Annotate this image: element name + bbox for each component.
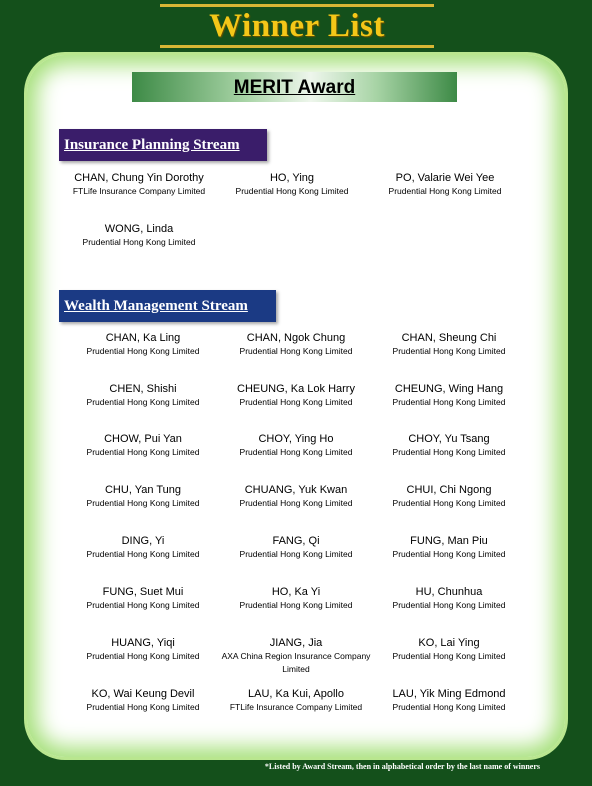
winner-entry [68,636,218,663]
winner-name: CHAN, Ka Ling [105,332,181,344]
winner-name: CHUI, Chi Ngong [406,484,492,496]
winner-company: Prudential Hong Kong Limited [392,600,506,610]
winner-name: CHEN, Shishi [109,383,177,395]
winner-name: CHOW, Pui Yan [104,433,182,445]
winner-entry [68,534,218,561]
winner-entry [221,687,371,714]
winner-name: CHEUNG, Ka Lok Harry [237,383,355,395]
winner-name: KO, Wai Keung Devil [91,688,195,700]
winner-name: PO, Valarie Wei Yee [395,172,495,184]
insurance-stream-header: Insurance Planning Stream [59,129,267,161]
winner-company: Prudential Hong Kong Limited [392,346,506,356]
winner-name: CHAN, Chung Yin Dorothy [74,172,204,184]
winner-company: Prudential Hong Kong Limited [86,600,200,610]
winner-company: Prudential Hong Kong Limited [82,237,196,247]
winner-entry [64,171,214,198]
winner-company: Prudential Hong Kong Limited [239,549,353,559]
winner-name: FUNG, Man Piu [410,535,488,547]
winner-name: WONG, Linda [104,223,174,235]
winner-company: Prudential Hong Kong Limited [392,397,506,407]
winner-name: FUNG, Suet Mui [102,586,184,598]
winner-company: Prudential Hong Kong Limited [86,447,200,457]
title-bar-bottom [160,45,434,48]
winner-name: HUANG, Yiqi [111,637,175,649]
winner-company: Prudential Hong Kong Limited [392,702,506,712]
page-title: Winner List [209,8,385,44]
winner-name: JIANG, Jia [269,637,323,649]
winner-company: Prudential Hong Kong Limited [239,447,353,457]
winner-company: Prudential Hong Kong Limited [392,549,506,559]
winner-company: Prudential Hong Kong Limited [86,702,200,712]
winner-entry [221,585,371,612]
winner-entry [374,585,524,612]
winner-entry [217,171,367,198]
winner-name: CHEUNG, Wing Hang [394,383,504,395]
winner-name: CHOY, Yu Tsang [408,433,490,445]
winner-entry [374,483,524,510]
winner-company: Prudential Hong Kong Limited [388,186,502,196]
winner-company: FTLife Insurance Company Limited [72,186,206,196]
winner-entry [374,687,524,714]
winner-name: HO, Ka Yi [271,586,321,598]
winner-company: Prudential Hong Kong Limited [392,447,506,457]
winner-entry [68,483,218,510]
winner-entry [68,382,218,409]
winner-name: KO, Lai Ying [418,637,480,649]
winner-company: Prudential Hong Kong Limited [235,186,349,196]
winner-company: Prudential Hong Kong Limited [239,346,353,356]
winner-company: Prudential Hong Kong Limited [86,397,200,407]
winner-company: Prudential Hong Kong Limited [239,397,353,407]
winner-entry [221,432,371,459]
winner-entry [68,331,218,358]
winner-company: AXA China Region Insurance Company Limited [221,651,371,674]
winner-company: Prudential Hong Kong Limited [392,651,506,661]
winner-entry [68,585,218,612]
winner-entry [374,331,524,358]
footnote: *Listed by Award Stream, then in alphabetical order by the last name of winners [264,762,540,771]
award-banner [132,72,457,102]
winner-name: CHAN, Sheung Chi [401,332,497,344]
winner-name: HO, Ying [269,172,315,184]
winner-entry [64,222,214,249]
winner-company: FTLife Insurance Company Limited [229,702,363,712]
winner-entry [374,382,524,409]
winner-entry [221,382,371,409]
winner-name: CHUANG, Yuk Kwan [244,484,348,496]
winner-entry [221,331,371,358]
winner-name: LAU, Yik Ming Edmond [392,688,506,700]
winner-company: Prudential Hong Kong Limited [239,600,353,610]
winner-entry [68,432,218,459]
winner-company: Prudential Hong Kong Limited [392,498,506,508]
winner-name: DING, Yi [121,535,165,547]
winner-name: CHU, Yan Tung [104,484,182,496]
winner-entry [374,534,524,561]
winner-name: LAU, Ka Kui, Apollo [247,688,344,700]
title-banner [160,4,434,48]
winner-name: CHAN, Ngok Chung [246,332,346,344]
winner-company: Prudential Hong Kong Limited [239,498,353,508]
winner-name: CHOY, Ying Ho [258,433,334,445]
winner-entry [68,687,218,714]
winner-entry [221,636,371,676]
winner-company: Prudential Hong Kong Limited [86,346,200,356]
winner-entry [374,636,524,663]
winner-company: Prudential Hong Kong Limited [86,549,200,559]
winner-entry [370,171,520,198]
winner-company: Prudential Hong Kong Limited [86,498,200,508]
winner-entry [221,534,371,561]
winner-entry [221,483,371,510]
winner-company: Prudential Hong Kong Limited [86,651,200,661]
award-title: MERIT Award [233,77,356,98]
wealth-stream-header: Wealth Management Stream [59,290,276,322]
winner-name: HU, Chunhua [415,586,483,598]
winner-name: FANG, Qi [272,535,320,547]
winner-entry [374,432,524,459]
